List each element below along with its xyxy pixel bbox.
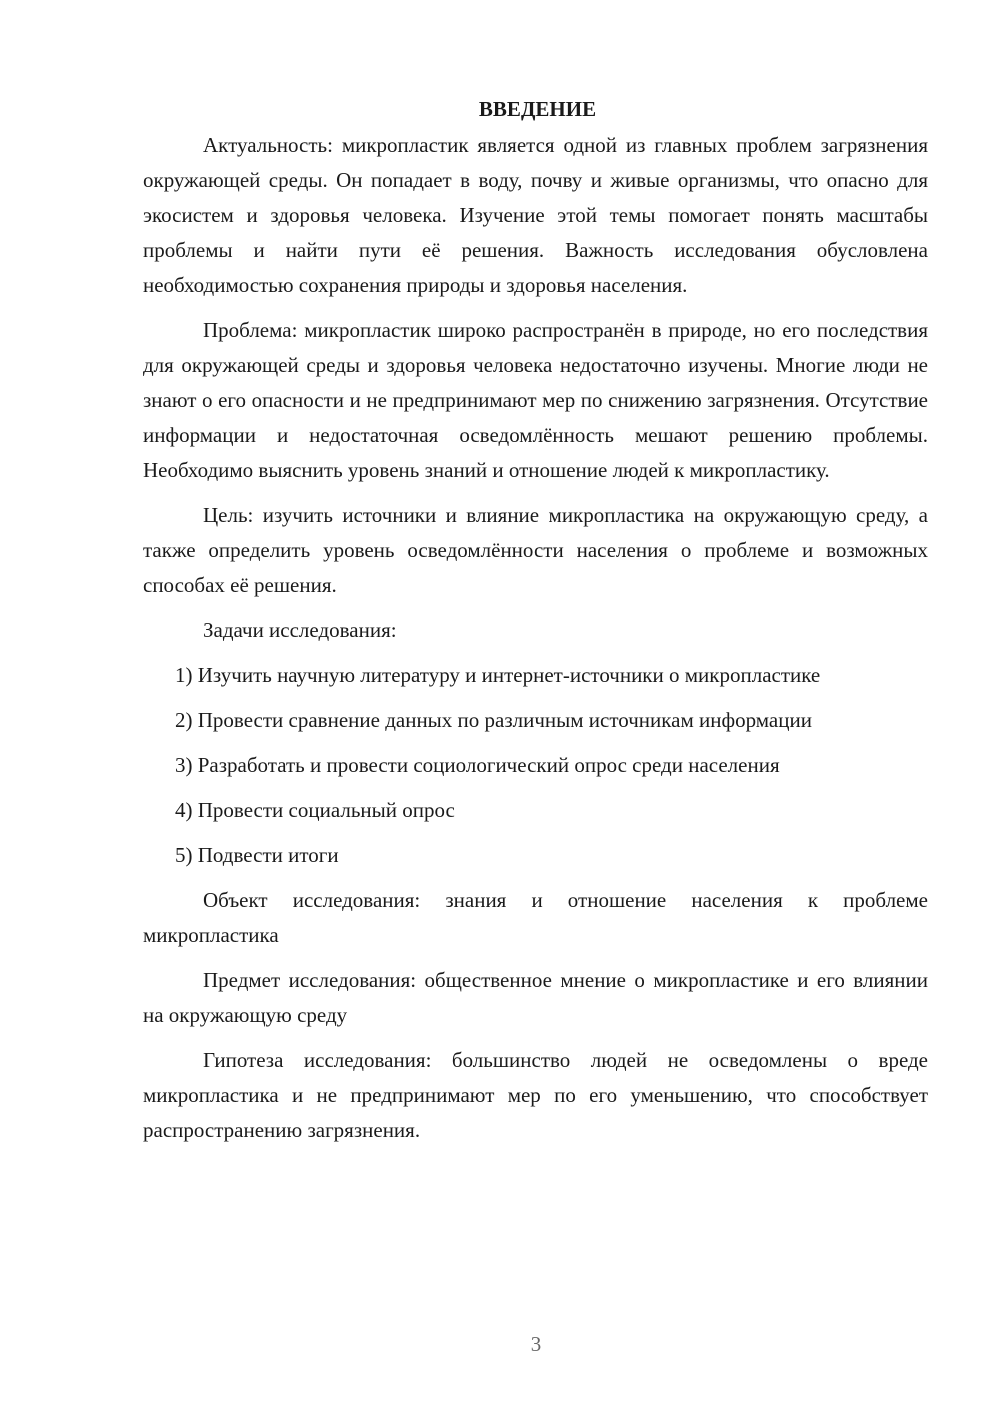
subject-paragraph: Предмет исследования: общественное мнение о микропластике и его влиянии на окружающую среду: [143, 968, 928, 1027]
document-page: [143, 92, 928, 1158]
task-item: 3) Разработать и провести социологический опрос среди населения: [175, 753, 780, 777]
task-item: 5) Подвести итоги: [175, 843, 339, 867]
goal-paragraph: Цель: изучить источники и влияние микропластика на окружающую среду, а также определить уровень осведомлённости населения о проблеме и возможных способах её решения.: [143, 503, 928, 597]
task-item: 1) Изучить научную литературу и интернет-источники о микропластике: [175, 663, 821, 687]
task-item: 2) Провести сравнение данных по различным источникам информации: [175, 708, 812, 732]
hypothesis-paragraph: Гипотеза исследования: большинство людей не осведомлены о вреде микропластика и не предпринимают мер по его уменьшению, что способствует распространению загрязнения.: [143, 1048, 928, 1142]
problem-paragraph: Проблема: микропластик широко распространён в природе, но его последствия для окружающей среды и здоровья человека недостаточно изучены. Многие люди не знают о его опасности и не предпринимают мер по снижению загрязнения. Отсутствие информации и недостаточная осведомлённость мешают решению проблемы. Необходимо выяснить уровень знаний и отношение людей к микропластику.: [143, 318, 928, 482]
relevance-paragraph: Актуальность: микропластик является одной из главных проблем загрязнения окружающей среды. Он попадает в воду, почву и живые организмы, что опасно для экосистем и здоровья человека. Изучение этой темы помогает понять масштабы проблемы и найти пути её решения. Важность исследования обусловлена необходимостью сохранения природы и здоровья населения.: [143, 133, 928, 297]
object-paragraph: Объект исследования: знания и отношение населения к проблеме микропластика: [143, 888, 928, 947]
tasks-list: [143, 658, 928, 873]
task-item: 4) Провести социальный опрос: [175, 798, 455, 822]
page-title: ВВЕДЕНИЕ: [478, 97, 597, 121]
page-number: 3: [530, 1332, 542, 1356]
tasks-heading: Задачи исследования:: [203, 618, 397, 642]
